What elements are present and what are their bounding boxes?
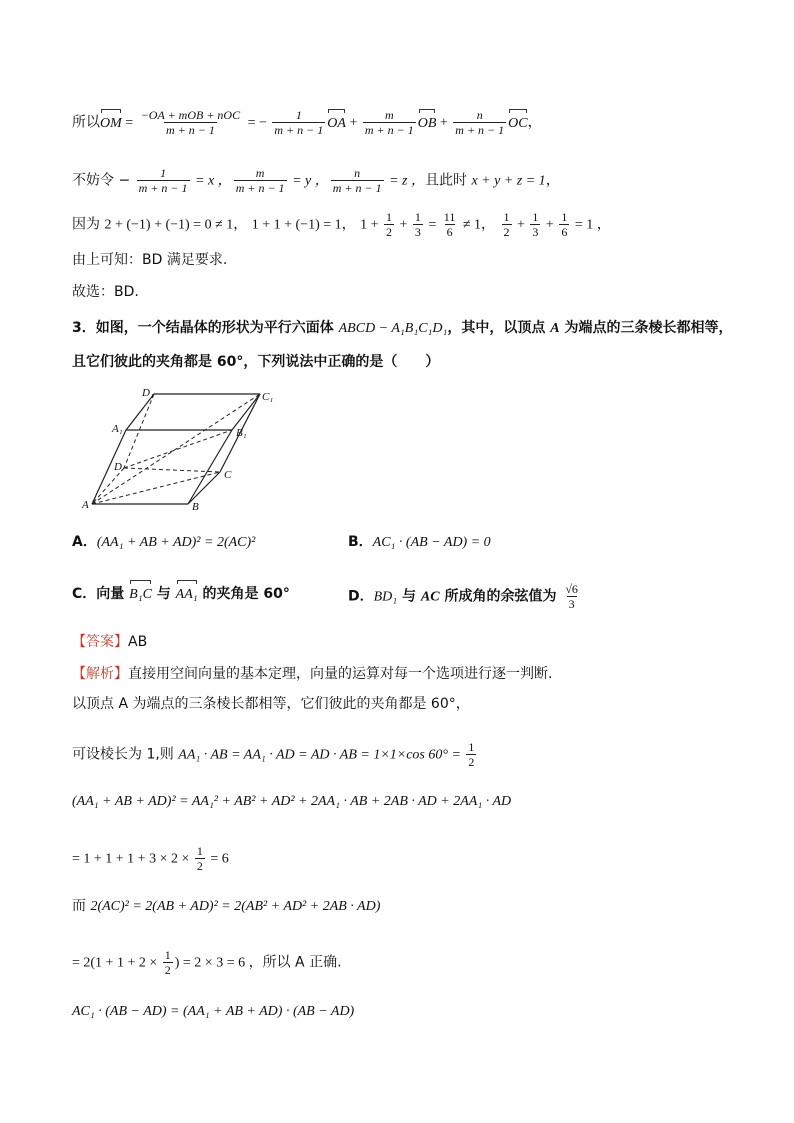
fraction: $\frac{m}{m + n - 1}$: [364, 108, 414, 137]
label-b: B: [192, 501, 199, 513]
question-3-line-2: 且它们彼此的夹角都是 60°，下列说法中正确的是（ ）: [72, 354, 440, 370]
label-a1: A₁: [112, 423, 123, 435]
analysis-line: 【解析】直接用空间向量的基本定理，向量的运算对每一个选项进行逐一判断.: [72, 666, 553, 682]
fraction: $\frac{11}{6}$: [443, 210, 456, 239]
fraction: $\frac{m}{m + n - 1}$: [235, 166, 285, 195]
fraction: $\frac{n}{m + n - 1}$: [332, 166, 382, 195]
solution-line-4: = 1 + 1 + 1 + 3 × 2 × $\frac{1}{2}$ = 6: [72, 844, 229, 873]
solution-line-6: = 2(1 + 1 + 2 × $\frac{1}{2}$ ) = 2 × 3 = 6 ，所以 A 正确.: [72, 948, 342, 977]
fraction: $\frac{1}{2}$: [468, 740, 475, 769]
parallelepiped-figure: [82, 388, 272, 512]
solution-line-1: 以顶点 A 为端点的三条棱长都相等，它们彼此的夹角都是 60°，: [72, 696, 470, 712]
fraction: $\frac{√6}{3}$: [565, 582, 578, 611]
answer-line: [72, 632, 754, 652]
line-om-expression: 所以OM = $\frac{\text{−OA + mOB + nOC}}{m + n - 1}$ = − $\frac{1}{m + n - 1}$ OA + $\frac{m}{m + n - 1}$ OB + $\frac{n}{m + n - 1}$ OC，: [72, 108, 542, 137]
solution-line-2: 可设棱长为 1,则 AA₁ · AB = AA₁ · AD = AD · AB = 1×1×cos 60° = $\frac{1}{2}$: [72, 740, 475, 769]
label-d: D: [114, 461, 122, 473]
label-c1: C₁: [262, 391, 274, 403]
answer-tag: 【答案】: [72, 634, 128, 650]
label-c: C: [224, 469, 232, 481]
solution-line-3: (AA₁ + AB + AD)² = AA₁² + AB² + AD² + 2AA₁ · AB + 2AB · AD + 2AA₁ · AD: [72, 794, 512, 809]
fraction: $\frac{1}{6}$: [561, 210, 568, 239]
fraction: $\frac{1}{3}$: [414, 210, 421, 239]
option-a[interactable]: A．(AA₁ + AB + AD)² = 2(AC)²: [72, 534, 256, 550]
label-a: A: [82, 499, 89, 511]
question-3-line-1: 3．如图，一个结晶体的形状为平行六面体 ABCD − A₁B₁C₁D₁，其中，以顶点 A 为端点的三条棱长都相等，: [72, 320, 733, 336]
conclusion-line: 由上可知：BD 满足要求.: [72, 252, 228, 268]
solution-line-7: AC₁ · (AB − AD) = (AA₁ + AB + AD) · (AB − AD): [72, 1004, 355, 1019]
line-check-options: 因为 2 + (−1) + (−1) = 0 ≠ 1， 1 + 1 + (−1) = 1， 1 + $\frac{1}{2}$ + $\frac{1}{3}$ = $\frac{11}{6}$ ≠ 1， $\frac{1}{2}$ + $\frac{1}{3}$ + $\frac{1}{6}$ = 1 ，: [72, 210, 611, 239]
analysis-tag: 【解析】: [72, 666, 128, 682]
option-b[interactable]: B．AC₁ · (AB − AD) = 0: [348, 534, 491, 550]
fraction: $\frac{\text{−OA + mOB + nOC}}{m + n - 1}$: [140, 108, 241, 137]
choice-line: 故选：BD.: [72, 284, 139, 300]
answer-value: AB: [128, 634, 148, 650]
fraction: $\frac{n}{m + n - 1}$: [455, 108, 505, 137]
label-b1: B₁: [236, 427, 247, 439]
fraction: $\frac{1}{2}$: [196, 844, 203, 873]
option-c[interactable]: C．向量 B₁C 与 AA₁ 的夹角是 60°: [72, 584, 290, 605]
fraction: $\frac{1}{2}$: [164, 948, 171, 977]
fraction: $\frac{1}{m + n - 1}$: [138, 166, 188, 195]
solution-line-5: 而 2(AC)² = 2(AB + AD)² = 2(AB² + AD² + 2AB · AD): [72, 898, 381, 914]
fraction: $\frac{1}{3}$: [532, 210, 539, 239]
fraction: $\frac{1}{2}$: [385, 210, 392, 239]
label-d1: D₁: [142, 387, 154, 399]
option-d[interactable]: D．BD₁ 与 AC 所成角的余弦值为 $\frac{√6}{3}$: [348, 582, 578, 611]
fraction: $\frac{1}{m + n - 1}$: [274, 108, 324, 137]
line-substitution: 不妨令 − $\frac{1}{m + n - 1}$ = x ， $\frac{m}{m + n - 1}$ = y ， $\frac{n}{m + n - 1}$ = z ，且此时 x + y + z = 1，: [72, 166, 560, 195]
fraction: $\frac{1}{2}$: [503, 210, 510, 239]
